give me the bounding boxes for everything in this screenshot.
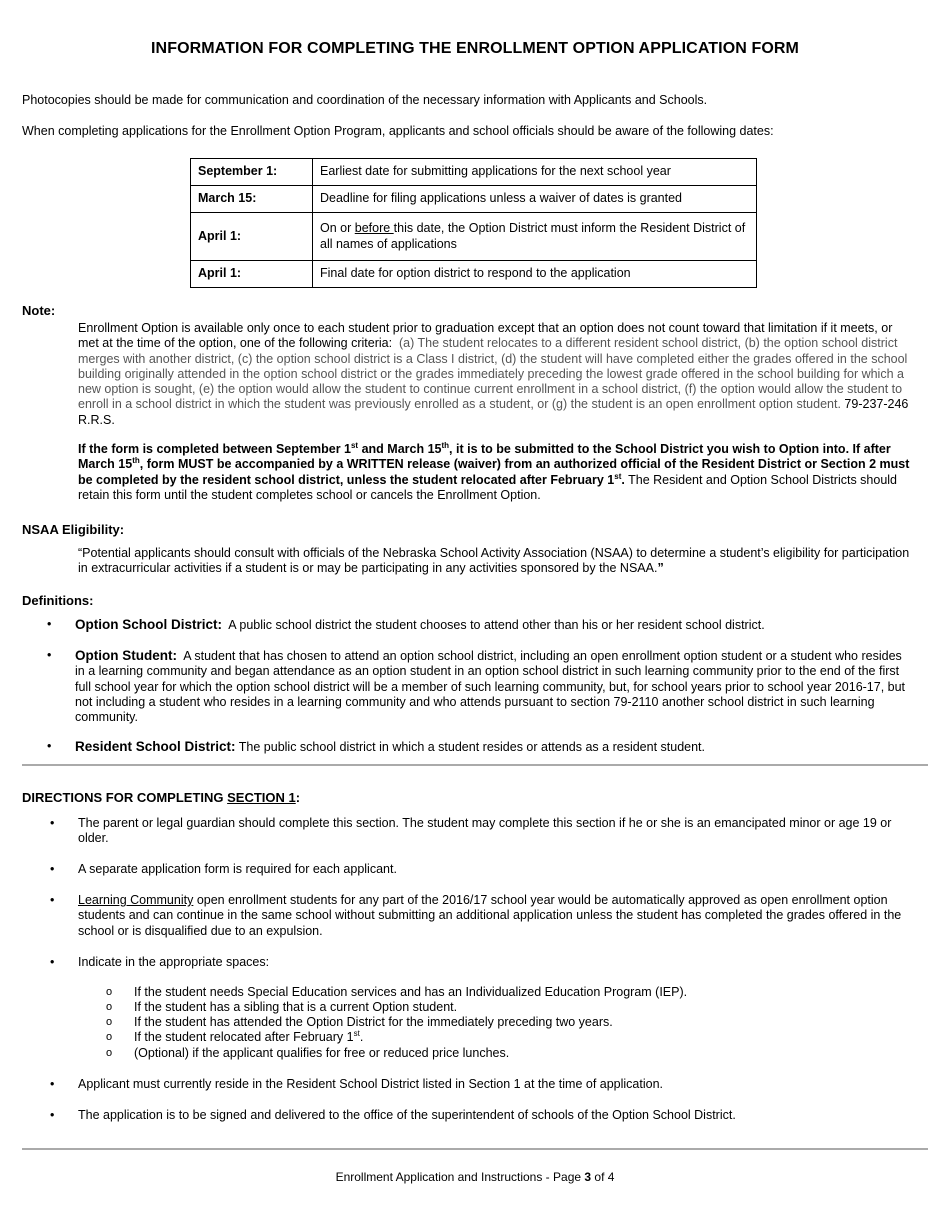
sub-item — [106, 1046, 834, 1061]
definition-item — [47, 617, 911, 633]
note-heading: Note: — [22, 303, 56, 318]
sub-item-period: . — [359, 1030, 364, 1044]
directions-heading-text: DIRECTIONS FOR COMPLETING — [22, 790, 228, 805]
sub-item — [106, 1015, 834, 1030]
date-cell: April 1: — [191, 261, 313, 288]
date-description-cell: Deadline for filing applications unless a waiver of dates is granted — [313, 186, 757, 213]
definition-term: Option School District: — [75, 617, 222, 632]
sub-item — [106, 985, 834, 1000]
note-bold-1: If the form is completed between September 1 — [78, 442, 351, 456]
note-paragraph-1 — [78, 321, 910, 428]
bullet-icon: • — [47, 739, 52, 753]
page-title: INFORMATION FOR COMPLETING THE ENROLLMENT OPTION APPLICATION FORM — [151, 40, 799, 57]
sub-item-text: If the student needs Special Education services and has an Individualized Education Program (IEP). — [134, 985, 688, 999]
direction-item — [50, 862, 910, 877]
note-bold-5: . — [621, 472, 625, 487]
note-retain-text: The Resident and Option School Districts should retain this form until the student completes school or cancels the Enrollment Option. — [78, 472, 897, 502]
definitions-heading: Definitions: — [22, 593, 94, 608]
footer-divider — [22, 1148, 928, 1150]
sup-th: th — [441, 440, 450, 450]
table-row — [191, 186, 757, 213]
bullet-icon: • — [50, 1077, 55, 1091]
circle-bullet-icon: o — [106, 986, 113, 998]
bullet-icon: • — [50, 816, 55, 830]
direction-item — [50, 893, 910, 939]
page-footer — [22, 1170, 928, 1184]
definition-term: Option Student: — [75, 648, 177, 663]
definition-item — [47, 739, 911, 755]
sub-item-text: (Optional) if the applicant qualifies for free or reduced price lunches. — [134, 1046, 510, 1060]
definition-text: The public school district in which a student resides or attends as a resident student. — [238, 740, 706, 754]
definition-term: Resident School District: — [75, 739, 236, 754]
sup-th: th — [132, 456, 140, 466]
dates-table — [190, 158, 757, 288]
note-bold-3: , it is to be submitted to the School District you wish to Option into. If after March 15 — [78, 442, 891, 472]
sub-item — [106, 1000, 834, 1015]
table-row — [191, 159, 757, 186]
circle-bullet-icon: o — [106, 1031, 113, 1043]
definition-text: A public school district the student chooses to attend other than his or her resident school district. — [228, 618, 765, 632]
direction-text: The application is to be signed and delivered to the office of the superintendent of schools of the Option School District. — [78, 1108, 736, 1122]
directions-heading — [22, 790, 300, 805]
direction-item — [50, 1108, 910, 1123]
direction-text: The parent or legal guardian should complete this section. The student may complete this section if he or she is an emancipated minor or age 19 or older. — [78, 816, 892, 846]
section-divider — [22, 764, 928, 766]
date-cell: April 1: — [191, 213, 313, 261]
definition-item — [47, 648, 911, 725]
sub-item-text: If the student has a sibling that is a current Option student. — [134, 1000, 458, 1014]
intro-paragraph-1: Photocopies should be made for communication and coordination of the necessary information with Applicants and Schools. — [22, 93, 708, 107]
sup-st: st — [350, 440, 359, 450]
direction-item — [50, 955, 910, 970]
date-description-cell: Final date for option district to respond to the application — [313, 261, 757, 288]
definition-text: A student that has chosen to attend an option school district, including an open enrollment option student or a student who resides in a learning community and began attendance as an option student in an option school district in such learning community prior to the end of the first full school year for which the option school district will be a member of such learning community, but, for school years prior to school year 2016-17, but not including a student who resides in a learning community and who attends pursuant to section 79-2110 another school district in such learning community. — [75, 649, 906, 725]
direction-text: Indicate in the appropriate spaces: — [78, 955, 270, 969]
desc-post: this date, the Option District must inform the Resident District of all names of applications — [320, 221, 746, 251]
bullet-icon: • — [47, 648, 52, 662]
intro-paragraph-2: When completing applications for the Enrollment Option Program, applicants and school officials should be aware of the following dates: — [22, 124, 774, 138]
nsaa-quote — [78, 546, 910, 577]
footer-total: of 4 — [591, 1170, 615, 1184]
sub-item-text: If the student has attended the Option District for the immediately preceding two years. — [134, 1015, 613, 1029]
bullet-icon: • — [50, 955, 55, 969]
date-cell: March 15: — [191, 186, 313, 213]
date-description-cell — [313, 213, 757, 261]
date-description-cell: Earliest date for submitting applications for the next school year — [313, 159, 757, 186]
nsaa-close-quote: ” — [657, 561, 664, 576]
circle-bullet-icon: o — [106, 1047, 113, 1059]
direction-text: Applicant must currently reside in the Resident School District listed in Section 1 at the time of application. — [78, 1077, 664, 1091]
sub-item — [106, 1028, 834, 1045]
directions-heading-colon: : — [295, 790, 301, 805]
note-criteria-intro: Enrollment Option is available only once to each student prior to graduation except that an option does not count toward that limitation if it meets, or met at the time of the option, one of the following criteria: — [78, 321, 893, 351]
table-row — [191, 213, 757, 261]
note-bold-2: and March 15 — [358, 442, 442, 456]
note-bold-4: , form MUST be accompanied by a WRITTEN release (waiver) from an authorized official of the Resident District or Section 2 must be completed by the resident school district, unless the student relocated after February 1 — [78, 457, 910, 487]
bullet-icon: • — [47, 617, 52, 631]
footer-page-number: 3 — [584, 1170, 592, 1184]
bullet-icon: • — [50, 862, 55, 876]
direction-text: open enrollment students for any part of the 2016/17 school year would be automatically approved as open enrollment option students and can continue in the same school without submitting an additional application unless the student has completed the grades offered in the school or is disqualified due to an expulsion. — [78, 893, 902, 938]
table-row — [191, 261, 757, 288]
sub-item-text: If the student relocated after February 1 — [134, 1030, 354, 1044]
nsaa-heading: NSAA Eligibility: — [22, 522, 125, 537]
direction-item — [50, 1077, 910, 1092]
desc-pre: On or — [320, 221, 355, 235]
bullet-icon: • — [50, 1108, 55, 1122]
date-cell: September 1: — [191, 159, 313, 186]
sup-st: st — [614, 471, 622, 481]
direction-item — [50, 816, 910, 847]
learning-community-term: Learning Community — [78, 893, 194, 907]
sup-st: st — [353, 1028, 360, 1038]
note-paragraph-2 — [78, 442, 910, 503]
bullet-icon: • — [50, 893, 55, 907]
nsaa-text: “Potential applicants should consult with officials of the Nebraska School Activity Association (NSAA) to determine a student’s eligibility for participation in extracurricular activities if a student is or may be participating in any activities sponsored by the NSAA. — [78, 546, 910, 576]
direction-text: A separate application form is required for each applicant. — [78, 862, 397, 876]
circle-bullet-icon: o — [106, 1001, 113, 1013]
desc-underlined: before — [354, 221, 394, 235]
circle-bullet-icon: o — [106, 1016, 113, 1028]
note-criteria-list: (a) The student relocates to a different resident school district, (b) the option school district merges with another district, (c) the option school district is a Class I district, (d) the student will have completed either the grades offered in the school building originally attended in the option school district or the grades immediately preceding the lowest grade offered in the school building for which a new option is sought, (e) the option would allow the student to continue current enrollment in a school district, (f) the option would allow the student to enroll in a school district in which the student was previously enrolled as a student, or (g) the student is an open enrollment option student. — [78, 336, 908, 412]
footer-text: Enrollment Application and Instructions - Page — [335, 1170, 585, 1184]
note-statute: 79-237-246 R.R.S. — [78, 397, 909, 427]
directions-heading-section: SECTION 1 — [227, 790, 296, 805]
